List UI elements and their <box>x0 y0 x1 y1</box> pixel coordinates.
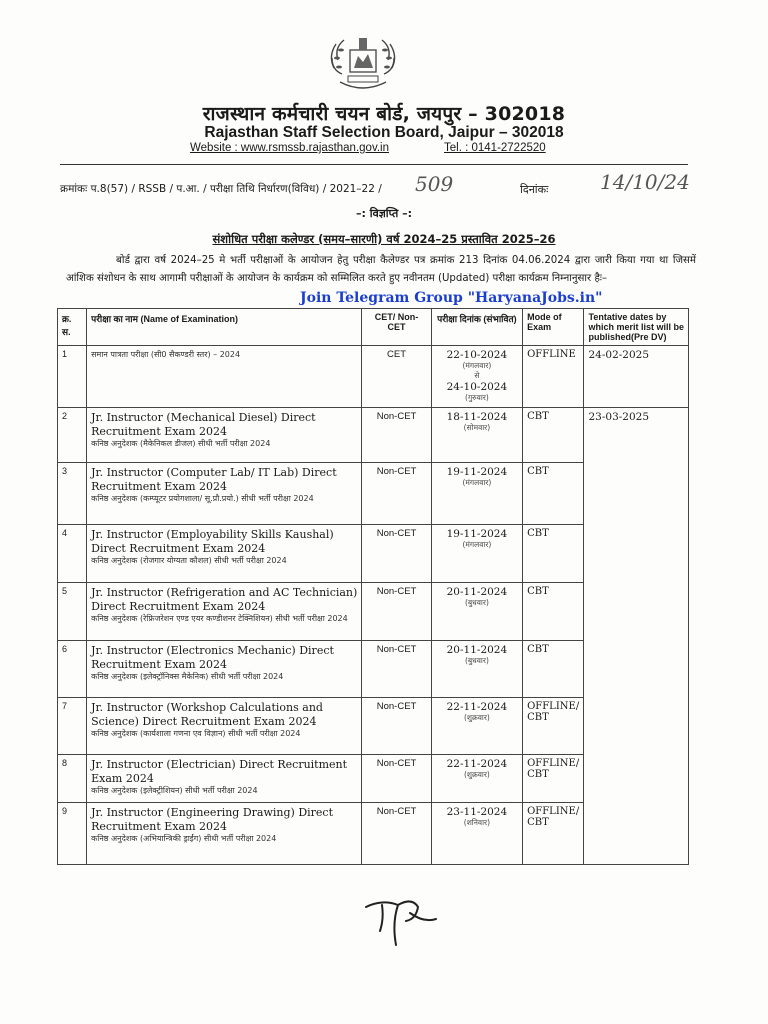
exam-day: (मंगलवार) <box>462 478 492 487</box>
row-cet: Non-CET <box>362 755 431 803</box>
exam-date: 19-11-2024 <box>446 528 508 540</box>
telegram-banner[interactable]: Join Telegram Group "HaryanaJobs.in" <box>300 290 603 306</box>
handwritten-date: 14/10/24 <box>600 170 690 194</box>
row-sn: 2 <box>58 408 87 463</box>
exam-day-end: (गुरुवार) <box>465 393 489 402</box>
row-sn: 8 <box>58 755 87 803</box>
row-mode: CBT <box>523 583 584 641</box>
row-sn: 4 <box>58 525 87 583</box>
row-cet: Non-CET <box>362 641 431 698</box>
exam-name-english: Jr. Instructor (Employability Skills Kaushal) Direct Recruitment Exam 2024 <box>91 528 334 555</box>
exam-name-english: Jr. Instructor (Refrigeration and AC Technician) Direct Recruitment Exam 2024 <box>91 586 358 613</box>
header-divider <box>60 164 688 165</box>
exam-date: 20-11-2024 <box>446 644 508 656</box>
row-date <box>431 525 522 583</box>
exam-name-english: Jr. Instructor (Engineering Drawing) Direct Recruitment Exam 2024 <box>91 806 334 833</box>
header-mode: Mode of Exam <box>523 309 584 346</box>
exam-day: (मंगलवार) <box>462 540 492 549</box>
header-cet: CET/ Non-CET <box>362 309 431 346</box>
date-label: दिनांकः <box>520 183 549 196</box>
intro-paragraph: बोर्ड द्वारा वर्ष 2024–25 मे भर्ती परीक्षाओं के आयोजन हेतु परीक्षा कैलेण्डर पत्र क्रमांक 213 दिनांक 04.06.2024 द्वारा जारी किया गया था जिसमें आंशिक संशोधन के साथ आगामी परीक्षाओं के आयोजन के कार्यक्रम को सम्मिलित करते हुए नवीनतम (Updated) परीक्षा कार्यक्रम निम्नानुसार हैः– <box>66 255 696 284</box>
row-exam-name <box>87 463 362 525</box>
table-row <box>58 408 689 463</box>
row-mode: OFFLINE/ CBT <box>523 755 584 803</box>
row-mode: OFFLINE/ CBT <box>523 698 584 755</box>
exam-name-hindi: कनिष्ठ अनुदेशक (रेफ्रिजरेशन एण्ड एयर कण्डीशनर टेक्निशियन) सीधी भर्ती परीक्षा 2024 <box>91 614 348 623</box>
exam-name-hindi: कनिष्ठ अनुदेशक (अभियान्त्रिकी ड्राईंग) सीधी भर्ती परीक्षा 2024 <box>91 834 277 843</box>
row-sn: 7 <box>58 698 87 755</box>
telephone-number: Tel. : 0141-2722520 <box>444 142 546 154</box>
row-date <box>431 755 522 803</box>
row-cet: Non-CET <box>362 525 431 583</box>
exam-day: (मंगलवार) <box>462 361 492 370</box>
row-mode: CBT <box>523 525 584 583</box>
website-link[interactable]: Website : www.rsmssb.rajasthan.gov.in <box>190 142 389 154</box>
exam-date-end: 24-10-2024 <box>446 381 508 393</box>
row-mode: CBT <box>523 641 584 698</box>
exam-date: 20-11-2024 <box>446 586 508 598</box>
row-exam-name <box>87 346 362 408</box>
rssb-emblem-logo <box>326 30 400 100</box>
row-date <box>431 583 522 641</box>
row-exam-name <box>87 803 362 865</box>
row-mode: CBT <box>523 408 584 463</box>
notice-heading: –: विज्ञप्ति –: <box>356 207 412 220</box>
exam-schedule-table <box>57 308 689 865</box>
row-date <box>431 408 522 463</box>
exam-day: (बुधवार) <box>464 598 489 607</box>
exam-day: (शनिवार) <box>463 818 491 827</box>
exam-day: (बुधवार) <box>464 656 489 665</box>
exam-name-english: Jr. Instructor (Electrician) Direct Recruitment Exam 2024 <box>91 758 348 785</box>
header-merit-date: Tentative dates by which merit list will be published(Pre DV) <box>584 309 689 346</box>
board-title-hindi: राजस्थान कर्मचारी चयन बोर्ड, जयपुर – 302018 <box>202 103 566 125</box>
calendar-subtitle: संशोधित परीक्षा कलेण्डर (समय–सारणी) वर्ष 2024–25 प्रस्तावित 2025–26 <box>212 232 556 246</box>
exam-date: 19-11-2024 <box>446 466 508 478</box>
exam-date: 22-11-2024 <box>446 758 508 770</box>
exam-name-english: Jr. Instructor (Computer Lab/ IT Lab) Direct Recruitment Exam 2024 <box>91 466 337 493</box>
exam-name-english: Jr. Instructor (Mechanical Diesel) Direct Recruitment Exam 2024 <box>91 411 316 438</box>
row-date <box>431 346 522 408</box>
row-cet: Non-CET <box>362 698 431 755</box>
row-date <box>431 641 522 698</box>
row-sn: 3 <box>58 463 87 525</box>
row-exam-name <box>87 408 362 463</box>
exam-name-english: Jr. Instructor (Electronics Mechanic) Direct Recruitment Exam 2024 <box>91 644 334 671</box>
header-exam-date: परीक्षा दिनांक (संभावित) <box>431 309 522 346</box>
exam-name-hindi: कनिष्ठ अनुदेशक (रोजगार योग्यता कौशल) सीधी भर्ती परीक्षा 2024 <box>91 556 287 565</box>
row-date <box>431 463 522 525</box>
exam-date: 22-11-2024 <box>446 701 508 713</box>
row-date <box>431 698 522 755</box>
row-exam-name <box>87 525 362 583</box>
exam-name-hindi: कनिष्ठ अनुदेशक (इलेक्ट्रॉनिक्स मैकेनिक) सीधी भर्ती परीक्षा 2024 <box>91 672 284 681</box>
table-header-row <box>58 309 689 346</box>
row-cet: Non-CET <box>362 463 431 525</box>
exam-name-hindi: कनिष्ठ अनुदेशक (इलेक्ट्रीशियन) सीधी भर्ती परीक्षा 2024 <box>91 786 258 795</box>
row-sn: 9 <box>58 803 87 865</box>
exam-day: (शुक्रवार) <box>463 713 490 722</box>
row-date <box>431 803 522 865</box>
exam-name-english: Jr. Instructor (Workshop Calculations and Science) Direct Recruitment Exam 2024 <box>91 701 323 728</box>
row-cet: Non-CET <box>362 583 431 641</box>
handwritten-ref-number: 509 <box>415 172 454 196</box>
row-sn: 5 <box>58 583 87 641</box>
row-mode: OFFLINE/ CBT <box>523 803 584 865</box>
row-exam-name <box>87 583 362 641</box>
row-exam-name <box>87 641 362 698</box>
row-mode: CBT <box>523 463 584 525</box>
header-sn: क्र. स. <box>58 309 87 346</box>
exam-name-hindi: समान पात्रता परीक्षा (सी0 सैकण्डरी स्तर) – 2024 <box>91 350 241 359</box>
exam-name-hindi: कनिष्ठ अनुदेशक (कम्प्यूटर प्रयोगशाला/ सू.प्रौ.प्रयो.) सीधी भर्ती परीक्षा 2024 <box>91 494 314 503</box>
row-mode: OFFLINE <box>523 346 584 408</box>
row-exam-name <box>87 755 362 803</box>
row-cet: CET <box>362 346 431 408</box>
row-exam-name <box>87 698 362 755</box>
exam-name-hindi: कनिष्ठ अनुदेशक (मैकेनिकल डीजल) सीधी भर्ती परीक्षा 2024 <box>91 439 271 448</box>
exam-date: 22-10-2024 <box>446 349 508 361</box>
contact-line <box>190 142 546 154</box>
exam-name-hindi: कनिष्ठ अनुदेशक (कार्यशाला गणना एव विज्ञान) सीधी भर्ती परीक्षा 2024 <box>91 729 301 738</box>
header-exam-name: परीक्षा का नाम (Name of Examination) <box>87 309 362 346</box>
row-sn: 1 <box>58 346 87 408</box>
exam-date: 18-11-2024 <box>446 411 508 423</box>
row-sn: 6 <box>58 641 87 698</box>
row-cet: Non-CET <box>362 803 431 865</box>
row-merit-date: 23-03-2025 <box>584 408 689 865</box>
row-merit-date: 24-02-2025 <box>584 346 689 408</box>
table-row <box>58 346 689 408</box>
date-range-to: से <box>474 371 480 380</box>
exam-day: (सोमवार) <box>463 423 491 432</box>
exam-date: 23-11-2024 <box>446 806 508 818</box>
row-cet: Non-CET <box>362 408 431 463</box>
exam-day: (शुक्रवार) <box>463 770 490 779</box>
board-title-english: Rajasthan Staff Selection Board, Jaipur – 302018 <box>204 124 564 141</box>
reference-number: क्रमांकः प.8(57) / RSSB / प.आ. / परीक्षा तिथि निर्धारण(विविध) / 2021–22 / <box>60 183 382 195</box>
handwritten-signature <box>362 893 442 953</box>
